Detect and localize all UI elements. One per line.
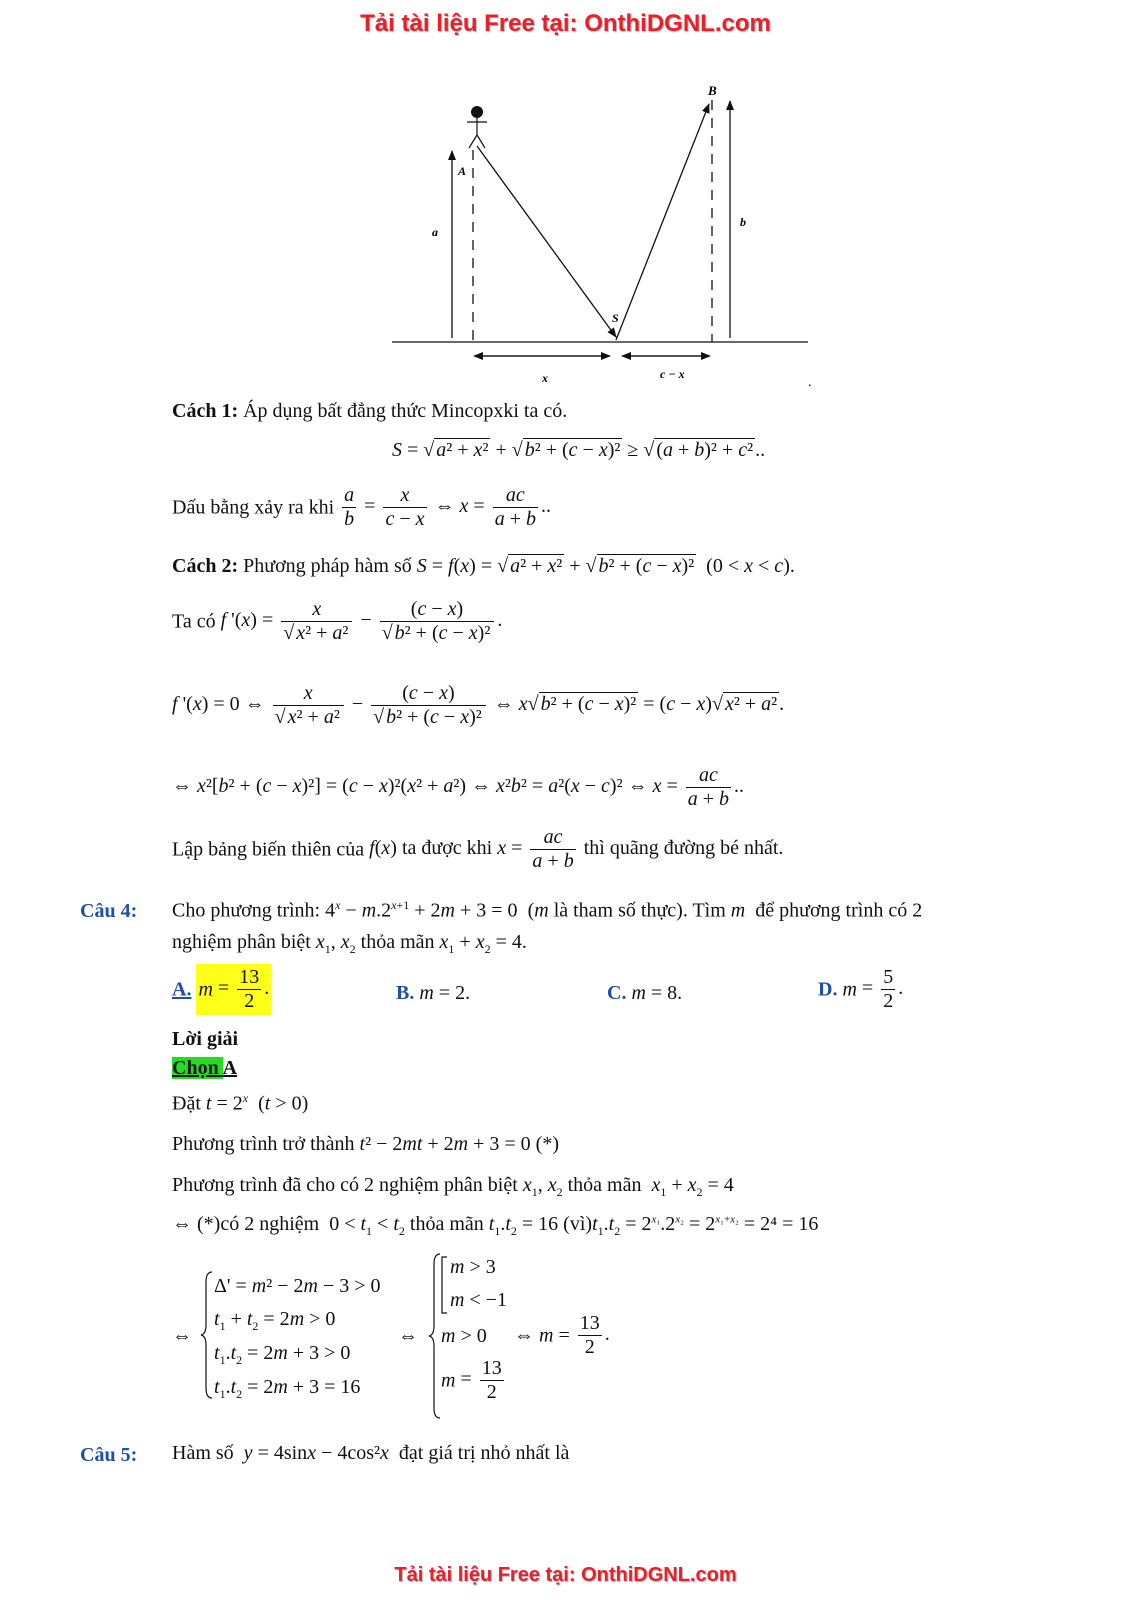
cau4-label: Câu 4: xyxy=(80,900,138,922)
cau5-text: Hàm số y = 4sinx − 4cos²x đạt giá trị nhỏ nhất là xyxy=(172,1442,570,1464)
dat-line: Đặt $t = 2^x$ (t > 0) xyxy=(172,1091,309,1115)
cond-4: $t_1.t_2 = 2m + 3 = 16$ xyxy=(214,1376,361,1401)
label-cx: c − x xyxy=(660,367,685,381)
header-link[interactable]: Tải tài liệu Free tại: OnthiDGNL.com xyxy=(360,10,771,37)
cach1-line: Cách 1: Áp dụng bất đẳng thức Mincopxki ta có. xyxy=(172,400,568,422)
label-a: a xyxy=(432,225,438,239)
option-b[interactable]: B. m = 2. xyxy=(396,982,471,1004)
reflection-figure xyxy=(385,80,815,400)
label-S: S xyxy=(612,311,619,325)
res-4: m = $\frac{13}{2}$ xyxy=(441,1357,502,1403)
system-equiv-2: ⇔ xyxy=(398,1325,418,1347)
cond-2: $t_1 + t_2 = 2m > 0$ xyxy=(214,1308,336,1333)
brace-left xyxy=(200,1270,214,1400)
equality-line: Dấu bằng xảy ra khi $\frac{a}{b}$ = $\frac{x}{c - x}$ ⇔ x = $\frac{ac}{a + b}$ .. xyxy=(172,484,551,530)
label-A: A xyxy=(458,164,467,178)
footer-link[interactable]: Tải tài liệu Free tại: OnthiDGNL.com xyxy=(394,1564,737,1586)
label-B: B xyxy=(708,83,717,98)
system-equiv-1: ⇔ xyxy=(172,1325,192,1347)
pt-da-cho-line: Phương trình đã cho có 2 nghiệm phân biệt $x_1$, $x_2$ thỏa mãn $x_1 + x_2 = 4$ xyxy=(172,1174,734,1199)
final-result: ⇔ m = $\frac{13}{2}$ . xyxy=(514,1312,610,1358)
conclusion-line: Lập bảng biến thiên của f(x) ta được khi x = $\frac{ac}{a + b}$ thì quãng đường bé nhất. xyxy=(172,826,784,872)
loi-giai-heading: Lời giải xyxy=(172,1028,239,1050)
cond-3: $t_1.t_2 = 2m + 3 > 0$ xyxy=(214,1342,351,1367)
res-1: m > 3 xyxy=(450,1256,496,1278)
bracket-inner xyxy=(440,1255,448,1315)
cau4-text-line2: nghiệm phân biệt $x_1$, $x_2$ thỏa mãn $x_1 + x_2 = 4$. xyxy=(172,931,527,956)
mincopxki-eq: S = √ a² + x² + √ b² + (c − x)² ≥ √ (a + b)² + c² .. xyxy=(392,439,766,461)
label-b: b xyxy=(740,215,746,229)
option-d[interactable]: D. m = $\frac{5}{2}$ . xyxy=(818,966,904,1012)
derivative-zero-line: f '(x) = 0 ⇔ $\frac{x}{\text{√ x² + a²}}$ − $\frac{(c - x)}{\text{√ b² + (c − x)²}}$ ⇔ x√ b² + (c − x)² = (c − x)√ x² + a² . xyxy=(172,682,785,728)
chon-a: Chọn A xyxy=(172,1057,238,1079)
pt-tro-thanh-line: Phương trình trở thành t² − 2mt + 2m + 3 = 0 (*) xyxy=(172,1133,560,1155)
svg-text:.: . xyxy=(808,375,812,390)
res-2: m < −1 xyxy=(450,1289,508,1311)
option-c[interactable]: C. m = 8. xyxy=(607,982,683,1004)
cach2-line: Cách 2: Phương pháp hàm số S = f(x) = √ a² + x² + √ b² + (c − x)² (0 < x < c). xyxy=(172,555,795,577)
option-a[interactable]: A. m = $\frac{13}{2}$ . xyxy=(172,964,271,1015)
equivalent-line: ⇔ (*)có 2 nghiệm $0 < t_1 < t_2$ thỏa mãn $t_1.t_2 = 16$ $(vì)t_1.t_2 = 2^{x_1}.2^{x_2} = 2^{x_1+x_2} = 2^4 = 16$ xyxy=(172,1213,819,1238)
cau4-text-line1: Cho phương trình: $4^x - m.2^{x+1} + 2m + 3 = 0$ (m là tham số thực). Tìm m để phương trình có 2 xyxy=(172,898,923,922)
solve-line: ⇔ x²[b² + (c − x)²] = (c − x)²(x² + a²) ⇔ x²b² = a²(x − c)² ⇔ x = $\frac{ac}{a + b}$ .. xyxy=(172,764,745,810)
cond-1: Δ' = m² − 2m − 3 > 0 xyxy=(214,1275,381,1297)
label-x: x xyxy=(542,371,548,385)
derivative-line: Ta có f '(x) = $\frac{x}{\text{√ x² + a²}}$ − $\frac{(c - x)}{\text{√ b² + (c − x)²}}$ . xyxy=(172,598,503,644)
cau5-label: Câu 5: xyxy=(80,1444,138,1466)
res-3: m > 0 xyxy=(441,1325,487,1347)
